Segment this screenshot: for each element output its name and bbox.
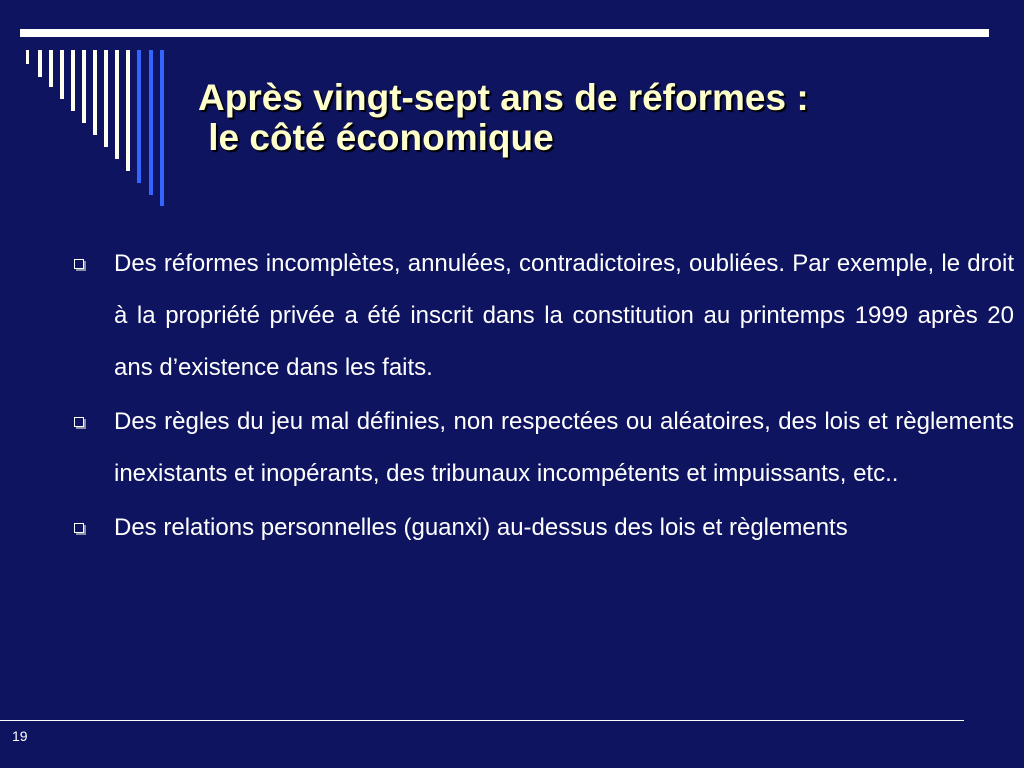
decorative-stripe [160, 50, 164, 206]
bullet-text: Des relations personnelles (guanxi) au-dessus des lois et règlements [114, 514, 848, 541]
decorative-stripe [93, 50, 97, 135]
square-bullet-icon [74, 417, 84, 427]
decorative-stripe [49, 50, 53, 87]
page-number: 19 [12, 728, 28, 744]
bottom-rule [0, 720, 964, 721]
decorative-stripe [71, 50, 75, 111]
decorative-stripe [149, 50, 153, 195]
bullet-text: Des réformes incomplètes, annulées, contradictoires, oubliées. Par exemple, le droit à la propriété privée a été inscrit dans la constitution au printemps 1999 après 20 ans d’existence dans les faits. [114, 250, 1014, 381]
decorative-stripe [137, 50, 141, 183]
title-line-1: Après vingt-sept ans de réformes : [198, 77, 809, 118]
bullet-list [70, 238, 1014, 556]
decorative-stripe [60, 50, 64, 99]
bullet-item [70, 502, 1014, 554]
bullet-item [70, 396, 1014, 500]
decorative-stripe [126, 50, 130, 171]
top-rule [20, 29, 989, 37]
title-line-2: le côté économique [198, 117, 554, 158]
decorative-stripe [115, 50, 119, 159]
square-bullet-icon [74, 523, 84, 533]
square-bullet-icon [74, 259, 84, 269]
decorative-stripe [26, 50, 29, 64]
bullet-item [70, 238, 1014, 394]
decorative-stripe [104, 50, 108, 147]
decorative-stripe [38, 50, 42, 77]
slide-title [198, 78, 809, 158]
bullet-text: Des règles du jeu mal définies, non respectées ou aléatoires, des lois et règlements inexistants et inopérants, des tribunaux incompétents et impuissants, etc.. [114, 408, 1014, 487]
decorative-stripe [82, 50, 86, 123]
